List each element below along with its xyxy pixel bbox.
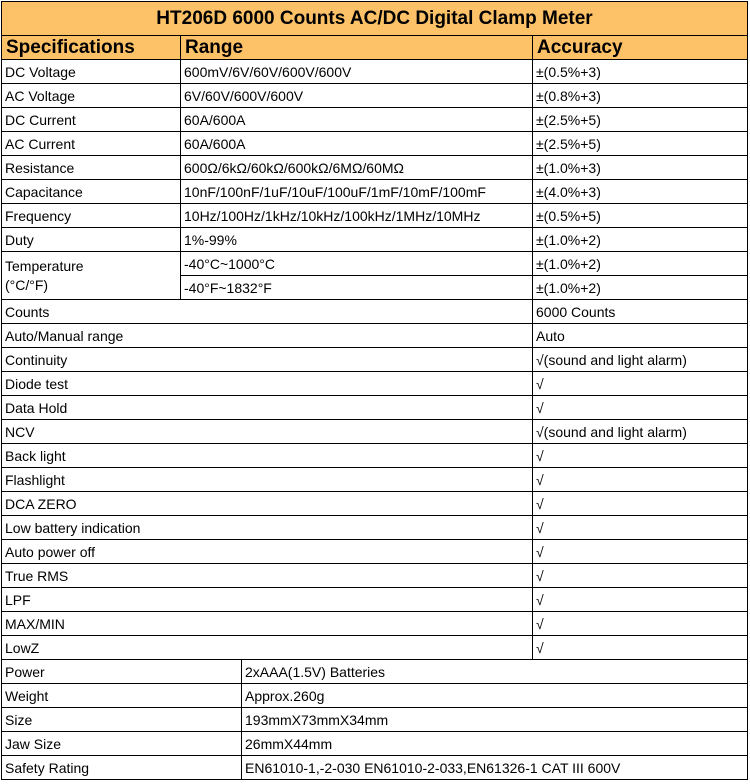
feature-value: √ bbox=[532, 611, 748, 636]
measurement-accuracy: ±(1.0%+2) bbox=[532, 227, 748, 252]
spec-sheet-table bbox=[2, 2, 748, 782]
feature-value: √ bbox=[532, 635, 748, 660]
general-name: Size bbox=[1, 707, 242, 732]
measurement-spec: Frequency bbox=[1, 203, 181, 228]
feature-name: Data Hold bbox=[1, 395, 533, 420]
measurement-spec: Capacitance bbox=[1, 179, 181, 204]
temperature-label-line2: (°C/°F) bbox=[5, 276, 49, 293]
measurement-range: 600Ω/6kΩ/60kΩ/600kΩ/6MΩ/60MΩ bbox=[180, 155, 533, 180]
temperature-range: -40°C~1000°C bbox=[180, 251, 533, 276]
feature-value: √ bbox=[532, 515, 748, 540]
temperature-label bbox=[1, 251, 181, 300]
measurement-spec: Duty bbox=[1, 227, 181, 252]
temperature-accuracy: ±(1.0%+2) bbox=[532, 251, 748, 276]
measurement-accuracy: ±(2.5%+5) bbox=[532, 107, 748, 132]
feature-name: Diode test bbox=[1, 371, 533, 396]
feature-name: True RMS bbox=[1, 563, 533, 588]
measurement-accuracy: ±(1.0%+3) bbox=[532, 155, 748, 180]
measurement-range: 60A/600A bbox=[180, 107, 533, 132]
general-name: Weight bbox=[1, 683, 242, 708]
measurement-spec: AC Current bbox=[1, 131, 181, 156]
feature-value: √ bbox=[532, 491, 748, 516]
feature-name: Auto power off bbox=[1, 539, 533, 564]
measurement-spec: DC Voltage bbox=[1, 59, 181, 84]
measurement-accuracy: ±(0.8%+3) bbox=[532, 83, 748, 108]
temperature-label-line1: Temperature bbox=[5, 257, 84, 274]
feature-value: √ bbox=[532, 443, 748, 468]
measurement-range: 10nF/100nF/1uF/10uF/100uF/1mF/10mF/100mF bbox=[180, 179, 533, 204]
measurement-range: 600mV/6V/60V/600V/600V bbox=[180, 59, 533, 84]
header-accuracy: Accuracy bbox=[532, 35, 748, 60]
measurement-spec: DC Current bbox=[1, 107, 181, 132]
header-range: Range bbox=[180, 35, 533, 60]
feature-value: √ bbox=[532, 395, 748, 420]
feature-value: √ bbox=[532, 563, 748, 588]
measurement-accuracy: ±(2.5%+5) bbox=[532, 131, 748, 156]
general-value: 2xAAA(1.5V) Batteries bbox=[241, 659, 748, 684]
feature-name: LowZ bbox=[1, 635, 533, 660]
feature-name: Counts bbox=[1, 299, 533, 324]
feature-value: √ bbox=[532, 587, 748, 612]
feature-name: Auto/Manual range bbox=[1, 323, 533, 348]
feature-value: Auto bbox=[532, 323, 748, 348]
measurement-spec: Resistance bbox=[1, 155, 181, 180]
general-name: Safety Rating bbox=[1, 755, 242, 780]
feature-value: √ bbox=[532, 371, 748, 396]
general-value: EN61010-1,-2-030 EN61010-2-033,EN61326-1 CAT III 600V bbox=[241, 755, 748, 780]
header-specifications: Specifications bbox=[1, 35, 181, 60]
general-name: Power bbox=[1, 659, 242, 684]
feature-name: Continuity bbox=[1, 347, 533, 372]
measurement-spec: AC Voltage bbox=[1, 83, 181, 108]
measurement-range: 1%-99% bbox=[180, 227, 533, 252]
measurement-range: 60A/600A bbox=[180, 131, 533, 156]
table-title: HT206D 6000 Counts AC/DC Digital Clamp Meter bbox=[1, 1, 748, 36]
general-value: Approx.260g bbox=[241, 683, 748, 708]
temperature-accuracy: ±(1.0%+2) bbox=[532, 275, 748, 300]
feature-value: √(sound and light alarm) bbox=[532, 419, 748, 444]
feature-value: √(sound and light alarm) bbox=[532, 347, 748, 372]
temperature-range: -40°F~1832°F bbox=[180, 275, 533, 300]
feature-name: Flashlight bbox=[1, 467, 533, 492]
feature-value: 6000 Counts bbox=[532, 299, 748, 324]
measurement-accuracy: ±(0.5%+3) bbox=[532, 59, 748, 84]
feature-value: √ bbox=[532, 539, 748, 564]
measurement-range: 6V/60V/600V/600V bbox=[180, 83, 533, 108]
feature-name: DCA ZERO bbox=[1, 491, 533, 516]
measurement-range: 10Hz/100Hz/1kHz/10kHz/100kHz/1MHz/10MHz bbox=[180, 203, 533, 228]
feature-name: LPF bbox=[1, 587, 533, 612]
measurement-accuracy: ±(0.5%+5) bbox=[532, 203, 748, 228]
feature-name: NCV bbox=[1, 419, 533, 444]
feature-name: MAX/MIN bbox=[1, 611, 533, 636]
general-value: 193mmX73mmX34mm bbox=[241, 707, 748, 732]
feature-name: Low battery indication bbox=[1, 515, 533, 540]
general-value: 26mmX44mm bbox=[241, 731, 748, 756]
feature-value: √ bbox=[532, 467, 748, 492]
feature-name: Back light bbox=[1, 443, 533, 468]
measurement-accuracy: ±(4.0%+3) bbox=[532, 179, 748, 204]
general-name: Jaw Size bbox=[1, 731, 242, 756]
